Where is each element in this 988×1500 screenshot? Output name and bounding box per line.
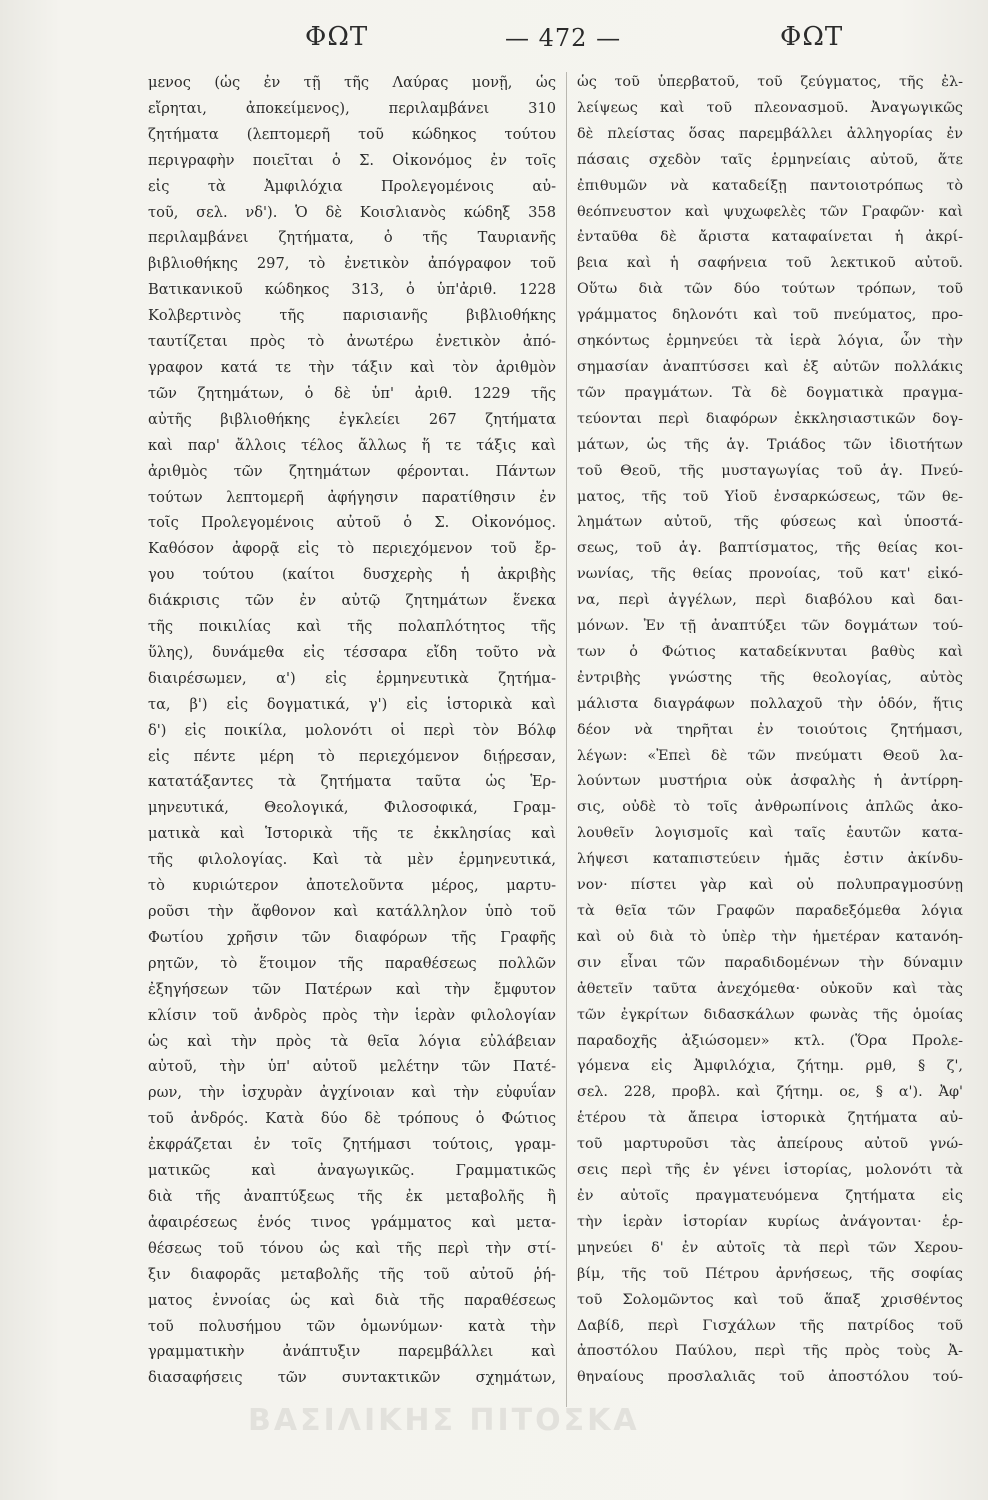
text-line: κατατάξαντες τὰ ζητήματα ταῦτα ὡς Ἑρ- — [148, 773, 556, 791]
text-line: ρητῶν, τὸ ἕτοιμον τῆς παραθέσεως πολλῶν — [148, 954, 556, 972]
text-line: ἑτέρου τὰ ἄπειρα ἱστορικὰ ζητήματα αὐ- — [577, 1110, 963, 1127]
text-line: ματος ἐννοίας ὡς καὶ διὰ τῆς παραθέσεως — [148, 1291, 556, 1309]
text-line: τῆς ποικιλίας καὶ τῆς πολαπλότητος τῆς — [148, 618, 556, 636]
text-line: βεια καὶ ἡ σαφήνεια τοῦ λεκτικοῦ αὐτοῦ. — [577, 255, 963, 272]
text-line: να, περὶ ἀγγέλων, περὶ διαβόλου καὶ δαι- — [577, 592, 963, 609]
column-divider — [566, 72, 567, 1407]
text-line: τεύονται περὶ διαφόρων ἐκκλησιαστικῶν δογ- — [577, 410, 963, 427]
left-column-text — [148, 70, 556, 1391]
text-line: μάτων, ὡς τῆς ἁγ. Τριάδος τῶν ἰδιοτήτων — [577, 436, 963, 453]
text-line: ὡς καὶ τὴν πρὸς τὰ θεῖα λόγια εὐλάβειαν — [148, 1032, 556, 1050]
text-line: τοῦ μαρτυροῦσι τὰς ἀπείρους αὐτοῦ γνώ- — [577, 1136, 963, 1153]
text-line: νον· πίστει γὰρ καὶ οὐ πολυπραγμοσύνῃ — [577, 877, 963, 894]
header-left-title: ΦΩΤ — [305, 22, 369, 52]
text-line: αὐτοῦ, τὴν ὑπ' αὐτοῦ μελέτην τῶν Πατέ- — [148, 1058, 556, 1076]
text-line: βιβλιοθήκης 297, τὸ ἐνετικὸν ἀπόγραφον τοῦ — [148, 255, 556, 273]
text-line: τοῦ Θεοῦ, τῆς μυσταγωγίας τοῦ ἁγ. Πνεύ- — [577, 462, 963, 479]
library-stamp-watermark: ΒΑΣΙΛΙΚΗΣ ΠΙΤΟΣΚΑ — [248, 1403, 640, 1438]
text-line: τοῦ ἀνδρός. Κατὰ δύο δὲ τρόπους ὁ Φώτιος — [148, 1110, 556, 1128]
text-line: τῶν ἐγκρίτων διδασκάλων φωνὰς τῆς ὁμοίας — [577, 1006, 963, 1023]
text-line: εἰς πέντε μέρη τὸ περιεχόμενον διῄρεσαν, — [148, 747, 556, 765]
text-line: παραδοχῆς ἀξιώσομεν» κτλ. (Ὅρα Προλε- — [577, 1032, 963, 1049]
text-line: εἰς τὰ Ἀμφιλόχια Προλεγομένοις αὐ- — [148, 177, 556, 195]
text-line: διασαφήσεις τῶν συντακτικῶν σχημάτων, — [148, 1369, 556, 1387]
text-line: λέγων: «Ἐπεὶ δὲ τῶν πνεύματι Θεοῦ λα- — [577, 747, 963, 764]
text-line: μηνευτικά, Θεολογικά, Φιλοσοφικά, Γραμ- — [148, 799, 556, 817]
text-line: περιγραφὴν ποιεῖται ὁ Σ. Οἰκονόμος ἐν τοῖς — [148, 151, 556, 169]
text-line: τούτων λεπτομερῆ ἀφήγησιν παρατίθησιν ἐν — [148, 488, 556, 506]
text-line: τα, β') εἰς δογματικά, γ') εἰς ἱστορικὰ καὶ — [148, 695, 556, 713]
text-line: νωνίας, τῆς θείας προνοίας, τοῦ κατ' εἰκό- — [577, 566, 963, 583]
text-line: τῆς φιλολογίας. Καὶ τὰ μὲν ἑρμηνευτικά, — [148, 851, 556, 869]
text-line: εἴρηται, ἀποκείμενος), περιλαμβάνει 310 — [148, 99, 556, 117]
text-line: διαιρέσωμεν, α') εἰς ἑρμηνευτικὰ ζητήμα- — [148, 669, 556, 687]
text-line: ἐν αὐτοῖς πραγματευόμενα ζητήματα εἰς — [577, 1187, 963, 1204]
text-line: λήψεσι καταπιστεύειν ἡμᾶς ἐστιν ἀκίνδυ- — [577, 851, 963, 868]
page-number: — 472 — — [505, 24, 622, 52]
text-line: ἐπιθυμῶν νὰ καταδείξῃ παντοιοτρόπως τὸ — [577, 177, 963, 194]
text-line: ματος, τῆς τοῦ Υἱοῦ ἐνσαρκώσεως, τῶν θε- — [577, 488, 963, 505]
text-line: μενος (ὡς ἐν τῇ τῆς Λαύρας μονῇ, ὡς — [148, 74, 556, 91]
right-column-text — [577, 70, 963, 1391]
text-line: σημασίαν ἀναπτύσσει καὶ ἐξ αὐτῶν πολλάκις — [577, 358, 963, 375]
text-line: αὐτῆς βιβλιοθήκης ἐγκλείει 267 ζητήματα — [148, 410, 556, 428]
text-line: Φωτίου χρῆσιν τῶν διαφόρων τῆς Γραφῆς — [148, 928, 556, 946]
text-line: θεόπνευστον καὶ ψυχωφελὲς τῶν Γραφῶν· καὶ — [577, 203, 963, 220]
text-line: θέσεως τοῦ τόνου ὡς καὶ τῆς περὶ τὴν στί- — [148, 1239, 556, 1257]
text-line: λούντων μυστήρια οὐκ ἀσφαλὴς ἡ ἀντίρρη- — [577, 773, 963, 790]
text-line: γραφον κατά τε τὴν τάξιν καὶ τὸν ἀριθμὸν — [148, 358, 556, 376]
text-line: τὸ κυριώτερον ἀποτελοῦντα μέρος, μαρτυ- — [148, 877, 556, 895]
text-line: μηνεύει δ' ἐν αὐτοῖς τὰ περὶ τῶν Χερου- — [577, 1239, 963, 1256]
text-line: σελ. 228, προβλ. καὶ ζήτημ. οε, § α'). Ἀφ' — [577, 1084, 963, 1101]
text-line: πάσαις σχεδὸν ταῖς ἑρμηνείαις αὐτοῦ, ἅτε — [577, 151, 963, 168]
text-line: διὰ τῆς ἀναπτύξεως τῆς ἐκ μεταβολῆς ἢ — [148, 1187, 556, 1205]
text-line: ταυτίζεται πρὸς τὸ ἀνωτέρω ἐνετικὸν ἀπό- — [148, 333, 556, 351]
text-line: σιν εἶναι τῶν παραδιδομένων τὴν δύναμιν — [577, 954, 963, 971]
text-line: θηναίους προσλαλιᾶς τοῦ ἀποστόλου τού- — [577, 1369, 963, 1386]
text-line: λείψεως καὶ τοῦ πλεονασμοῦ. Ἀναγωγικῶς — [577, 99, 963, 116]
text-line: Δαβίδ, περὶ Γισχάλων τῆς πατρίδος τοῦ — [577, 1317, 963, 1334]
text-line: γου τούτου (καίτοι δυσχερὴς ἡ ἀκριβὴς — [148, 566, 556, 584]
text-line: ρων, τὴν ἰσχυρὰν ἀγχίνοιαν καὶ τὴν εὐφυΐαν — [148, 1084, 556, 1102]
text-line: γράμματος δηλονότι καὶ τοῦ πνεύματος, προ- — [577, 307, 963, 324]
text-line: ἀθετεῖν ταῦτα ἀνεχόμεθα· οὐκοῦν καὶ τὰς — [577, 980, 963, 997]
running-header — [0, 22, 988, 62]
text-line: ματικῶς καὶ ἀναγωγικῶς. Γραμματικῶς — [148, 1162, 556, 1180]
text-line: τῶν ζητημάτων, ὁ δὲ ὑπ' ἀριθ. 1229 τῆς — [148, 384, 556, 402]
text-line: τὴν ἱερὰν ἱστορίαν κυρίως ἀνάγονται· ἑρ- — [577, 1213, 963, 1230]
text-line: τοῦ πολυσήμου τῶν ὁμωνύμων· κατὰ τὴν — [148, 1317, 556, 1335]
text-line: καὶ οὐ διὰ τὸ ὑπὲρ τὴν ἡμετέραν κατανόη- — [577, 928, 963, 945]
text-line: περιλαμβάνει ζητήματα, ὁ τῆς Ταυριανῆς — [148, 229, 556, 247]
text-line: καὶ παρ' ἄλλοις τέλος ἄλλως ἥ τε τάξις καὶ — [148, 436, 556, 454]
text-line: γόμενα εἰς Ἀμφιλόχια, ζήτημ. ρμθ, § ζ', — [577, 1058, 963, 1075]
text-line: Οὕτω διὰ τῶν δύο τούτων τρόπων, τοῦ — [577, 281, 963, 298]
text-line: σεις περὶ τῆς ἐν γένει ἱστορίας, μολονότι τὰ — [577, 1162, 963, 1179]
header-right-title: ΦΩΤ — [780, 22, 844, 52]
text-line: σηκόντως ἑρμηνεύει τὰ ἱερὰ λόγια, ὧν τὴν — [577, 333, 963, 350]
text-line: ματικὰ καὶ Ἱστορικὰ τῆς τε ἐκκλησίας καὶ — [148, 825, 556, 843]
text-line: μόνων. Ἐν τῇ ἀναπτύξει τῶν δογμάτων τού- — [577, 618, 963, 635]
text-line: δὲ πλείστας ὅσας παρεμβάλλει ἀλληγορίας ἐν — [577, 125, 963, 142]
text-line: ἀφαιρέσεως ἑνός τινος γράμματος καὶ μετα- — [148, 1213, 556, 1231]
text-line: κλίσιν τοῦ ἀνδρὸς πρὸς τὴν ἱερὰν φιλολογίαν — [148, 1006, 556, 1024]
text-line: Κολβερτινὸς τῆς παρισιανῆς βιβλιοθήκης — [148, 307, 556, 325]
text-line: μάλιστα διαγράφων πολλαχοῦ τὴν ὁδόν, ἥτις — [577, 695, 963, 712]
text-line: τοῖς Προλεγομένοις αὐτοῦ ὁ Σ. Οἰκονόμος. — [148, 514, 556, 532]
text-line: σεως, τοῦ ἁγ. βαπτίσματος, τῆς θείας κοι- — [577, 540, 963, 557]
text-line: ἐνταῦθα δὲ ἄριστα καταφαίνεται ἡ ἀκρί- — [577, 229, 963, 246]
text-line: δ') εἰς ποικίλα, μολονότι οἱ περὶ τὸν Βόλφ — [148, 721, 556, 739]
text-line: τοῦ, σελ. νδ'). Ὁ δὲ Κοισλιανὸς κώδηξ 358 — [148, 203, 556, 221]
text-line: ροῦσι τὴν ἄφθονον καὶ κατάλληλον ὑπὸ τοῦ — [148, 903, 556, 920]
text-line: των ὁ Φώτιος καταδείκνυται βαθὺς καὶ — [577, 643, 963, 660]
text-line: τοῦ Σολομῶντος καὶ τοῦ ἅπαξ χρισθέντος — [577, 1291, 963, 1308]
text-line: γραμματικὴν ἀνάπτυξιν παρεμβάλλει καὶ — [148, 1343, 556, 1361]
text-line: ἐκφράζεται ἐν τοῖς ζητήμασι τούτοις, γραμ- — [148, 1136, 556, 1154]
text-line: ὡς τοῦ ὑπερβατοῦ, τοῦ ζεύγματος, τῆς ἐλ- — [577, 74, 963, 90]
text-line: ἀποστόλου Παύλου, περὶ τῆς πρὸς τοὺς Ἀ- — [577, 1343, 963, 1360]
text-line: ζητήματα (λεπτομερῆ τοῦ κώδηκος τούτου — [148, 125, 556, 143]
text-line: Καθόσον ἀφορᾷ εἰς τὸ περιεχόμενον τοῦ ἔρ- — [148, 540, 556, 558]
text-line: ἀριθμὸς τῶν ζητημάτων φέρονται. Πάντων — [148, 462, 556, 480]
text-line: ἐντριβὴς γνώστης τῆς θεολογίας, αὐτὸς — [577, 669, 963, 686]
text-line: ὕλης), δυνάμεθα εἰς τέσσαρα εἴδη τοῦτο νὰ — [148, 643, 556, 661]
text-line: λημάτων αὐτοῦ, τῆς φύσεως καὶ ὑποστά- — [577, 514, 963, 531]
text-line: ξιν διαφορᾶς μεταβολῆς τῆς τοῦ αὐτοῦ ῥή- — [148, 1265, 556, 1283]
text-line: τῶν πραγμάτων. Τὰ δὲ δογματικὰ πραγμα- — [577, 384, 963, 401]
text-line: διάκρισις τῶν ἐν αὐτῷ ζητημάτων ἕνεκα — [148, 592, 556, 610]
text-line: ἐξηγήσεων τῶν Πατέρων καὶ τὴν ἔμφυτον — [148, 980, 556, 998]
text-line: λουθεῖν λογισμοῖς καὶ ταῖς ἑαυτῶν κατα- — [577, 825, 963, 842]
text-line: τὰ θεῖα τῶν Γραφῶν παραδεξόμεθα λόγια — [577, 903, 963, 919]
text-line: Βατικανικοῦ κώδηκος 313, ὁ ὑπ'ἀριθ. 1228 — [148, 281, 556, 299]
text-line: σις, οὐδὲ τὸ τοῖς ἀνθρωπίνοις ἁπλῶς ἀκο- — [577, 799, 963, 816]
text-line: βίμ, τῆς τοῦ Πέτρου ἀρνήσεως, τῆς σοφίας — [577, 1265, 963, 1282]
text-line: δέον νὰ τηρῆται ἐν τοιούτοις ζητήμασι, — [577, 721, 963, 738]
